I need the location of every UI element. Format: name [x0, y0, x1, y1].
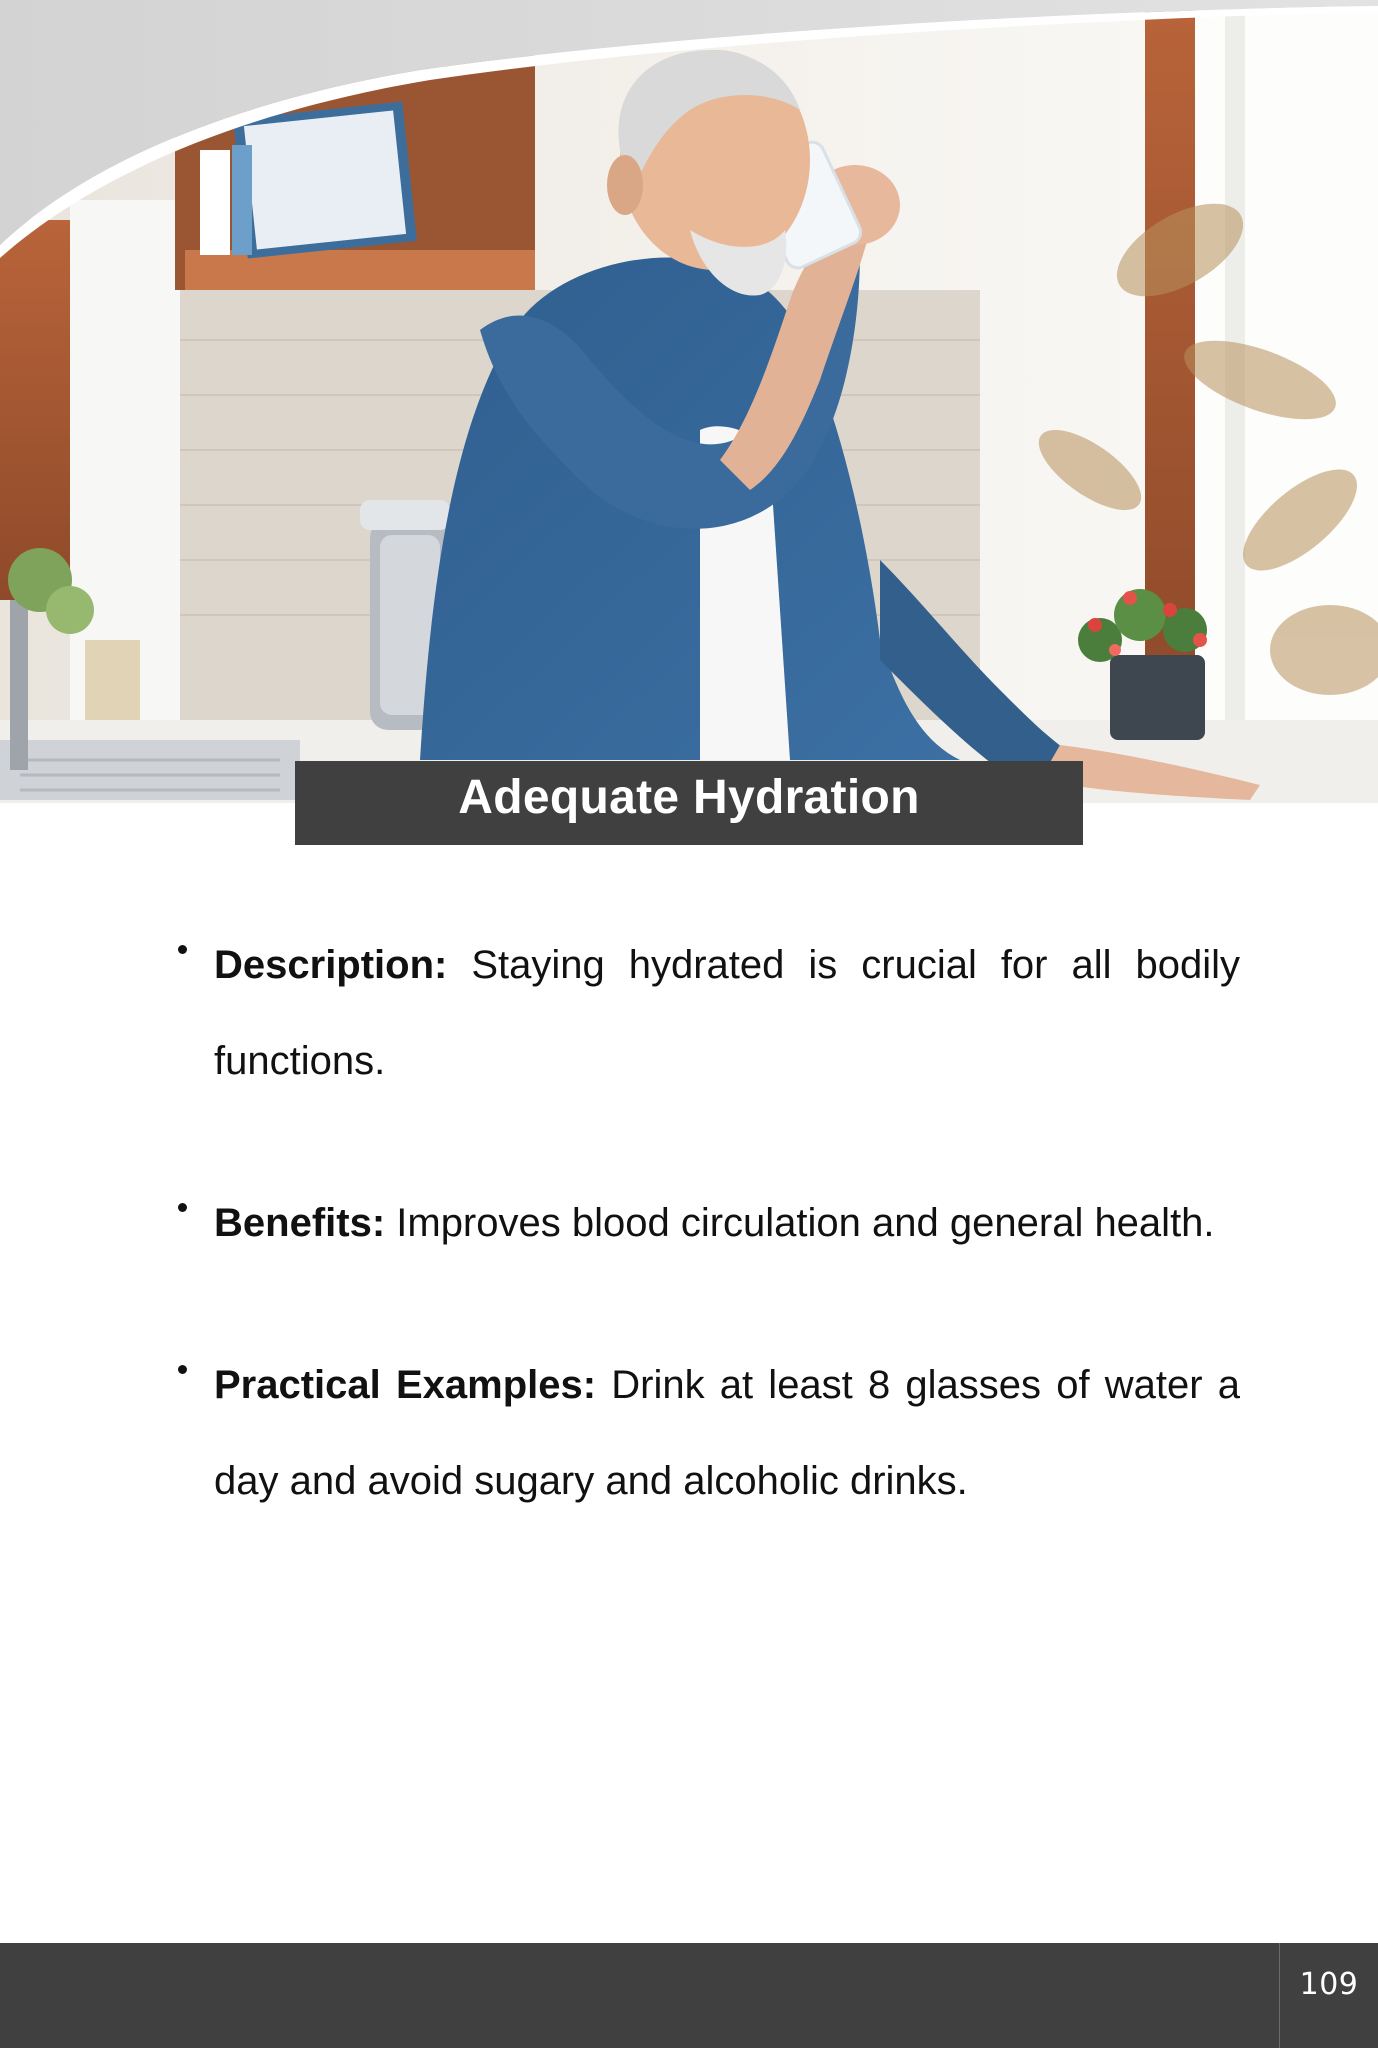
list-item-label: Practical Examples: [214, 1363, 597, 1407]
bullet-icon [178, 945, 187, 954]
list-item-description [170, 917, 1240, 1109]
hero-photo [0, 0, 1378, 803]
list-item-body: Improves blood circulation and general health. [385, 1201, 1215, 1245]
bullet-icon [178, 1203, 187, 1212]
title-banner [295, 761, 1083, 845]
page-title: Adequate Hydration [458, 770, 920, 824]
list-item-body: Staying hydrated is crucial for all bodily functions. [214, 943, 1240, 1083]
bullet-list [170, 943, 1240, 1625]
hero-illustration [0, 0, 1378, 803]
list-item-label: Description: [214, 943, 448, 987]
page-number-box [1279, 1943, 1378, 2048]
list-item-practical-examples [170, 1337, 1240, 1529]
list-item-body: Drink at least 8 glasses of water a day and avoid sugary and alcoholic drinks. [214, 1363, 1240, 1503]
list-item-label: Benefits: [214, 1201, 386, 1245]
bullet-icon [178, 1365, 187, 1374]
footer-bar [0, 1943, 1378, 2048]
list-item-text [214, 1175, 1240, 1271]
list-item-text [214, 1337, 1240, 1529]
list-item-benefits [170, 1175, 1240, 1271]
list-item-text [214, 917, 1240, 1109]
page-number: 109 [1299, 1967, 1359, 2002]
